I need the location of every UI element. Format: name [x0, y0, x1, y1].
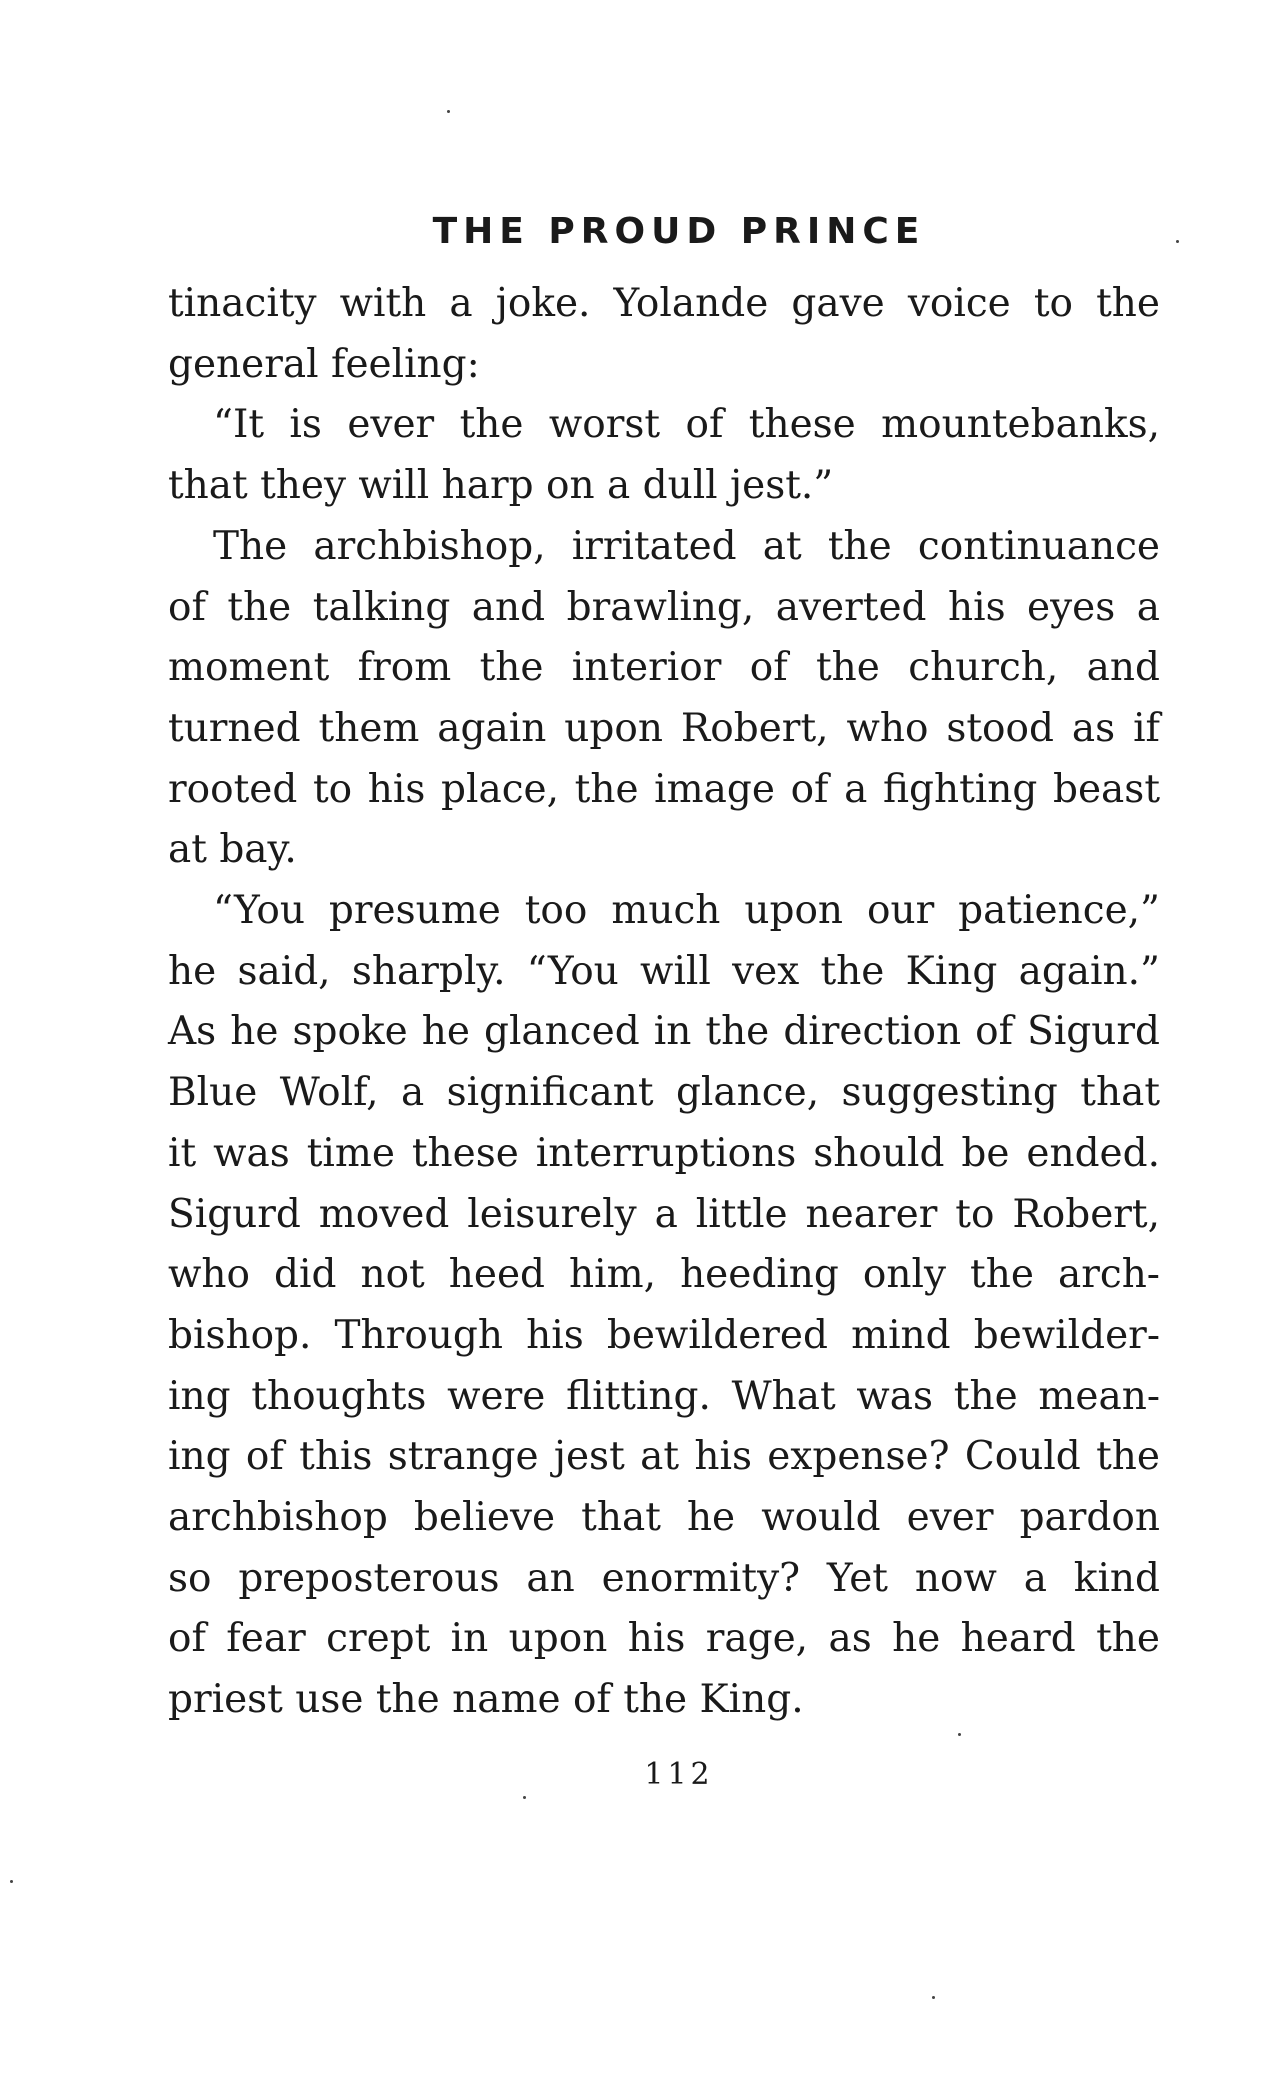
text-line: that they will harp on a dull jest.” [168, 463, 834, 509]
text-line: who did not heed him, heeding only the arch- [168, 1252, 1160, 1298]
text-line: As he spoke he glanced in the direction of Sigurd [168, 1009, 1160, 1055]
paragraph [168, 274, 1160, 395]
text-line: ing of this strange jest at his expense? Could the [168, 1434, 1160, 1480]
text-line: general feeling: [168, 341, 480, 387]
text-line: Sigurd moved leisurely a little nearer to Robert, [168, 1191, 1160, 1237]
book-page [168, 210, 1160, 1792]
text-line: priest use the name of the King. [168, 1677, 804, 1723]
scan-speck [958, 1733, 961, 1736]
text-line: it was time these interruptions should be ended. [168, 1130, 1160, 1176]
scan-speck [1176, 240, 1179, 243]
text-line: archbishop believe that he would ever pardon [168, 1495, 1160, 1541]
text-line: of fear crept in upon his rage, as he heard the [168, 1616, 1160, 1662]
text-line: “It is ever the worst of these mountebanks, [213, 402, 1160, 448]
text-line: rooted to his place, the image of a fighting beast [168, 766, 1160, 812]
text-line: so preposterous an enormity? Yet now a kind [168, 1555, 1160, 1601]
text-line: at bay. [168, 827, 297, 873]
text-line: ing thoughts were flitting. What was the mean- [168, 1373, 1160, 1419]
text-line: turned them again upon Robert, who stood as if [168, 705, 1160, 751]
text-line: tinacity with a joke. Yolande gave voice to the [168, 281, 1160, 326]
paragraph [168, 395, 1160, 516]
running-head: THE PROUD PRINCE [432, 211, 926, 252]
page-number: 112 [644, 1756, 714, 1792]
text-line: “You presume too much upon our patience,” [213, 888, 1160, 934]
body-text [168, 274, 1160, 1731]
paragraph [168, 517, 1160, 881]
text-line: he said, sharply. “You will vex the King again.” [168, 948, 1160, 994]
text-line: of the talking and brawling, averted his eyes a [168, 584, 1160, 630]
paragraph [168, 881, 1160, 1731]
scan-speck [523, 1796, 526, 1799]
text-line: bishop. Through his bewildered mind bewilder- [168, 1312, 1160, 1358]
scan-speck [932, 1996, 935, 1999]
scan-speck [447, 110, 450, 113]
text-line: Blue Wolf, a significant glance, suggesting that [168, 1070, 1160, 1116]
scan-speck [10, 1880, 13, 1883]
text-line: The archbishop, irritated at the continuance [213, 523, 1160, 569]
text-line: moment from the interior of the church, and [168, 645, 1160, 691]
